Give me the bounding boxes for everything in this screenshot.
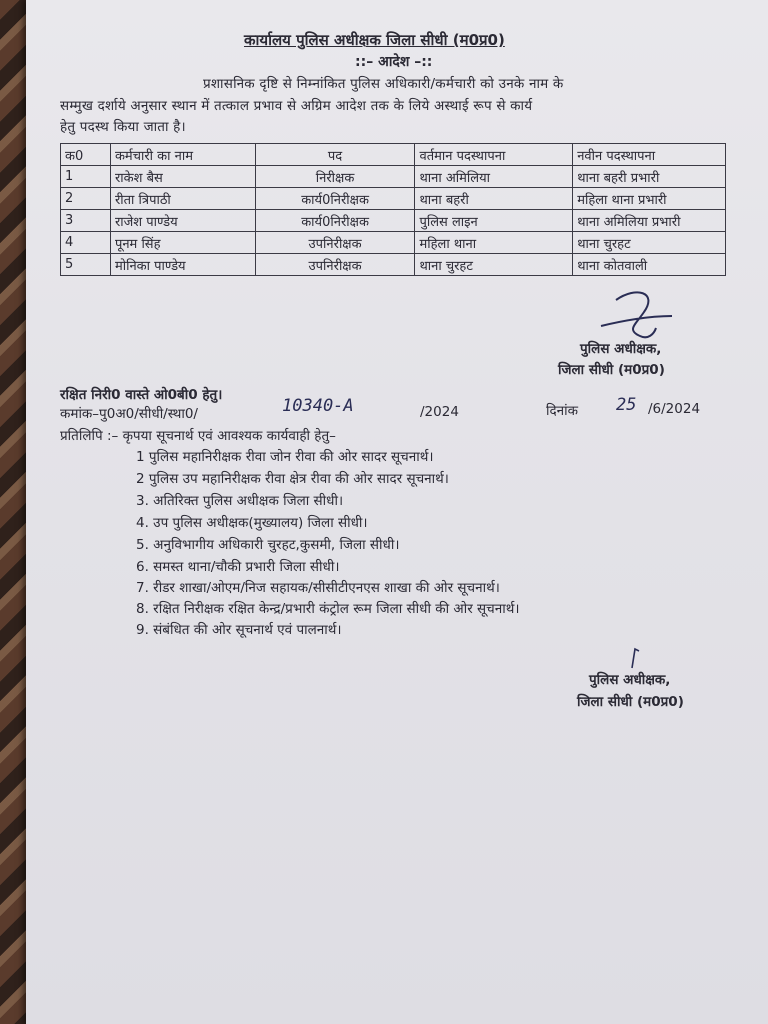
header-sno: क0 bbox=[61, 144, 111, 166]
list-item: 2 पुलिस उप महानिरीक्षक रीवा क्षेत्र रीवा की ओर सादर सूचनार्थ। bbox=[136, 471, 449, 487]
intro-line-1: प्रशासनिक दृष्टि से निम्नांकित पुलिस अधिकारी/कर्मचारी को उनके नाम के bbox=[203, 76, 564, 92]
cell-post: कार्य0निरीक्षक bbox=[255, 188, 415, 210]
posting-table bbox=[60, 143, 726, 276]
cell-post: उपनिरीक्षक bbox=[255, 254, 415, 276]
cell-current: थाना बहरी bbox=[415, 188, 573, 210]
table-row bbox=[61, 166, 726, 188]
order-number-label: कमांक–पु0अ0/सीधी/स्था0/ bbox=[60, 406, 198, 422]
cell-new: महिला थाना प्रभारी bbox=[573, 188, 726, 210]
cell-sno: 3 bbox=[61, 210, 111, 232]
cell-post: कार्य0निरीक्षक bbox=[255, 210, 415, 232]
cell-current: थाना अमिलिया bbox=[415, 166, 573, 188]
cell-new: थाना चुरहट bbox=[573, 232, 726, 254]
signatory-district-2: जिला सीधी (म0प्र0) bbox=[577, 694, 684, 710]
copy-heading: प्रतिलिपि :– कृपया सूचनार्थ एवं आवश्यक कार्यवाही हेतु– bbox=[60, 428, 336, 444]
signatory-designation: पुलिस अधीक्षक, bbox=[580, 341, 662, 357]
cell-current: थाना चुरहट bbox=[415, 254, 573, 276]
cell-name: मोनिका पाण्डेय bbox=[110, 254, 255, 276]
list-item: 7. रीडर शाखा/ओएम/निज सहायक/सीसीटीएनएस शाखा की ओर सूचनार्थ। bbox=[136, 580, 500, 596]
list-item: 3. अतिरिक्त पुलिस अधीक्षक जिला सीधी। bbox=[136, 493, 344, 509]
intro-line-3: हेतु पदस्थ किया जाता है। bbox=[60, 119, 186, 135]
cell-new: थाना अमिलिया प्रभारी bbox=[573, 210, 726, 232]
cell-sno: 1 bbox=[61, 166, 111, 188]
reference-note: रक्षित निरी0 वास्ते ओ0बी0 हेतु। bbox=[60, 387, 223, 403]
cell-name: राकेश बैस bbox=[110, 166, 255, 188]
table-row bbox=[61, 210, 726, 232]
cell-new: थाना बहरी प्रभारी bbox=[573, 166, 726, 188]
order-number-handwritten: 10340-A bbox=[282, 396, 354, 416]
list-item: 1 पुलिस महानिरीक्षक रीवा जोन रीवा की ओर सादर सूचनार्थ। bbox=[136, 449, 434, 465]
cell-name: रीता त्रिपाठी bbox=[110, 188, 255, 210]
list-item: 5. अनुविभागीय अधिकारी चुरहट,कुसमी, जिला सीधी। bbox=[136, 537, 400, 553]
cell-post: निरीक्षक bbox=[255, 166, 415, 188]
cell-current: पुलिस लाइन bbox=[415, 210, 573, 232]
header-post: पद bbox=[255, 144, 415, 166]
table-row bbox=[61, 254, 726, 276]
header-name: कर्मचारी का नाम bbox=[110, 144, 255, 166]
intro-line-2: सम्मुख दर्शाये अनुसार स्थान में तत्काल प्रभाव से अग्रिम आदेश तक के लिये अस्थाई रूप से कार्य bbox=[60, 98, 533, 114]
signatory-designation-2: पुलिस अधीक्षक, bbox=[589, 672, 671, 688]
table-row bbox=[61, 188, 726, 210]
header-current-posting: वर्तमान पदस्थापना bbox=[415, 144, 573, 166]
date-month-year: /6/2024 bbox=[648, 401, 701, 417]
cell-sno: 2 bbox=[61, 188, 111, 210]
date-label: दिनांक bbox=[546, 403, 579, 419]
cell-sno: 4 bbox=[61, 232, 111, 254]
order-heading: ::– आदेश –:: bbox=[355, 54, 433, 70]
order-year: /2024 bbox=[420, 404, 459, 420]
date-day-handwritten: 25 bbox=[616, 395, 637, 415]
list-item: 9. संबंधित की ओर सूचनार्थ एवं पालनार्थ। bbox=[136, 622, 342, 638]
cell-name: राजेश पाण्डेय bbox=[110, 210, 255, 232]
cell-new: थाना कोतवाली bbox=[573, 254, 726, 276]
list-item: 8. रक्षित निरीक्षक रक्षित केन्द्र/प्रभारी कंट्रोल रूम जिला सीधी की ओर सूचनार्थ। bbox=[136, 601, 520, 617]
table-header-row bbox=[61, 144, 726, 166]
cell-name: पूनम सिंह bbox=[110, 232, 255, 254]
office-title: कार्यालय पुलिस अधीक्षक जिला सीधी (म0प्र0) bbox=[244, 31, 505, 49]
header-new-posting: नवीन पदस्थापना bbox=[573, 144, 726, 166]
list-item: 6. समस्त थाना/चौकी प्रभारी जिला सीधी। bbox=[136, 559, 340, 575]
signatory-district: जिला सीधी (म0प्र0) bbox=[558, 362, 665, 378]
cell-post: उपनिरीक्षक bbox=[255, 232, 415, 254]
table-row bbox=[61, 232, 726, 254]
cell-sno: 5 bbox=[61, 254, 111, 276]
list-item: 4. उप पुलिस अधीक्षक(मुख्यालय) जिला सीधी। bbox=[136, 515, 368, 531]
initial-mark-icon bbox=[624, 646, 644, 670]
cell-current: महिला थाना bbox=[415, 232, 573, 254]
